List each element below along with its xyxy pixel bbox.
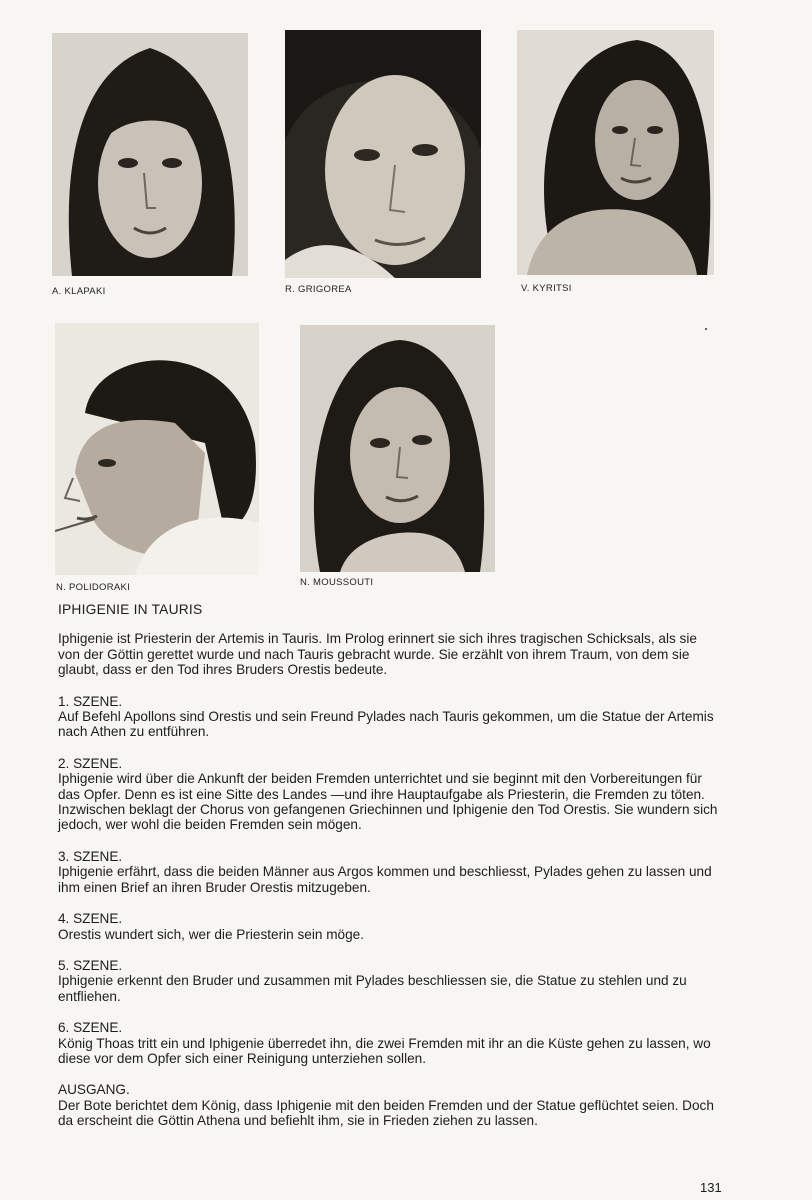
synopsis-text bbox=[58, 602, 720, 1145]
scene-block bbox=[58, 1082, 720, 1128]
portrait-photo-klapaki bbox=[52, 33, 248, 276]
photo-caption: R. GRIGOREA bbox=[285, 284, 352, 295]
scene-block bbox=[58, 694, 720, 740]
scene-block bbox=[58, 1020, 720, 1066]
scene-heading: AUSGANG. bbox=[58, 1082, 130, 1098]
portrait-photo-polidoraki bbox=[55, 323, 259, 575]
scene-block bbox=[58, 849, 720, 895]
portrait-photo-grigorea bbox=[285, 30, 481, 278]
photo-caption: N. POLIDORAKI bbox=[56, 582, 131, 593]
scene-heading: 5. SZENE. bbox=[58, 957, 123, 973]
scene-heading: 1. SZENE. bbox=[58, 693, 123, 709]
scene-heading: 3. SZENE. bbox=[58, 848, 123, 864]
scene-block bbox=[58, 756, 720, 833]
scene-text: Orestis wundert sich, wer die Priesterin sein möge. bbox=[58, 926, 364, 942]
scan-speck bbox=[705, 328, 707, 330]
scene-text: Der Bote berichtet dem König, dass Iphigenie mit den beiden Fremden und der Statue geflüchtet seien. Doch da erscheint die Göttin Athena und befiehlt ihm, sie in Frieden ziehen zu lassen. bbox=[58, 1097, 714, 1129]
section-title: IPHIGENIE IN TAURIS bbox=[58, 602, 203, 617]
page-number: 131 bbox=[700, 1180, 722, 1195]
scene-text: Iphigenie erfährt, dass die beiden Männer aus Argos kommen und beschliesst, Pylades gehen zu lassen und ihm einen Brief an ihren Bruder Orestis mitzugeben. bbox=[58, 864, 712, 895]
photo-caption: V. KYRITSI bbox=[521, 283, 572, 294]
scene-text: Iphigenie erkennt den Bruder und zusammen mit Pylades beschliessen sie, die Statue zu stehlen und zu entfliehen. bbox=[58, 973, 687, 1004]
portrait-photo-kyritsi bbox=[517, 30, 714, 275]
scene-block bbox=[58, 911, 720, 942]
scene-text: König Thoas tritt ein und Iphigenie überredet ihn, die zwei Fremden mit ihr an die Küste gehen zu lassen, wo diese vor dem Opfer sich einer Reinigung unterziehen sollen. bbox=[58, 1035, 711, 1066]
scene-block bbox=[58, 958, 720, 1004]
scene-heading: 2. SZENE. bbox=[58, 755, 123, 771]
photo-caption: N. MOUSSOUTI bbox=[300, 577, 374, 588]
scene-text: Auf Befehl Apollons sind Orestis und sein Freund Pylades nach Tauris gekommen, um die Statue der Artemis nach Athen zu entführen. bbox=[58, 709, 714, 740]
scene-heading: 4. SZENE. bbox=[58, 911, 123, 927]
scene-text: Iphigenie wird über die Ankunft der beiden Fremden unterrichtet und sie beginnt mit den Vorbereitungen für das Opfer. Denn es ist eine Sitte des Landes —und ihre Hauptaufgabe als Priesterin, die Fremden zu töten. Inzwischen beklagt der Chorus von gefangenen Griechinnen und Iphigenie den Tod Orestis. Sie wundern sich jedoch, wer wohl die beiden Fremden sein mögen. bbox=[58, 771, 718, 833]
intro-paragraph: Iphigenie ist Priesterin der Artemis in Tauris. Im Prolog erinnert sie sich ihres tragischen Schicksals, als sie von der Göttin gerettet wurde und nach Tauris gebracht wurde. Sie erzählt von ihrem Traum, von dem sie glaubt, dass er den Tod ihres Bruders Orestis bedeute. bbox=[58, 631, 697, 678]
portrait-photo-moussouti bbox=[300, 325, 495, 572]
photo-caption: A. KLAPAKI bbox=[52, 286, 106, 297]
scene-heading: 6. SZENE. bbox=[58, 1020, 123, 1036]
